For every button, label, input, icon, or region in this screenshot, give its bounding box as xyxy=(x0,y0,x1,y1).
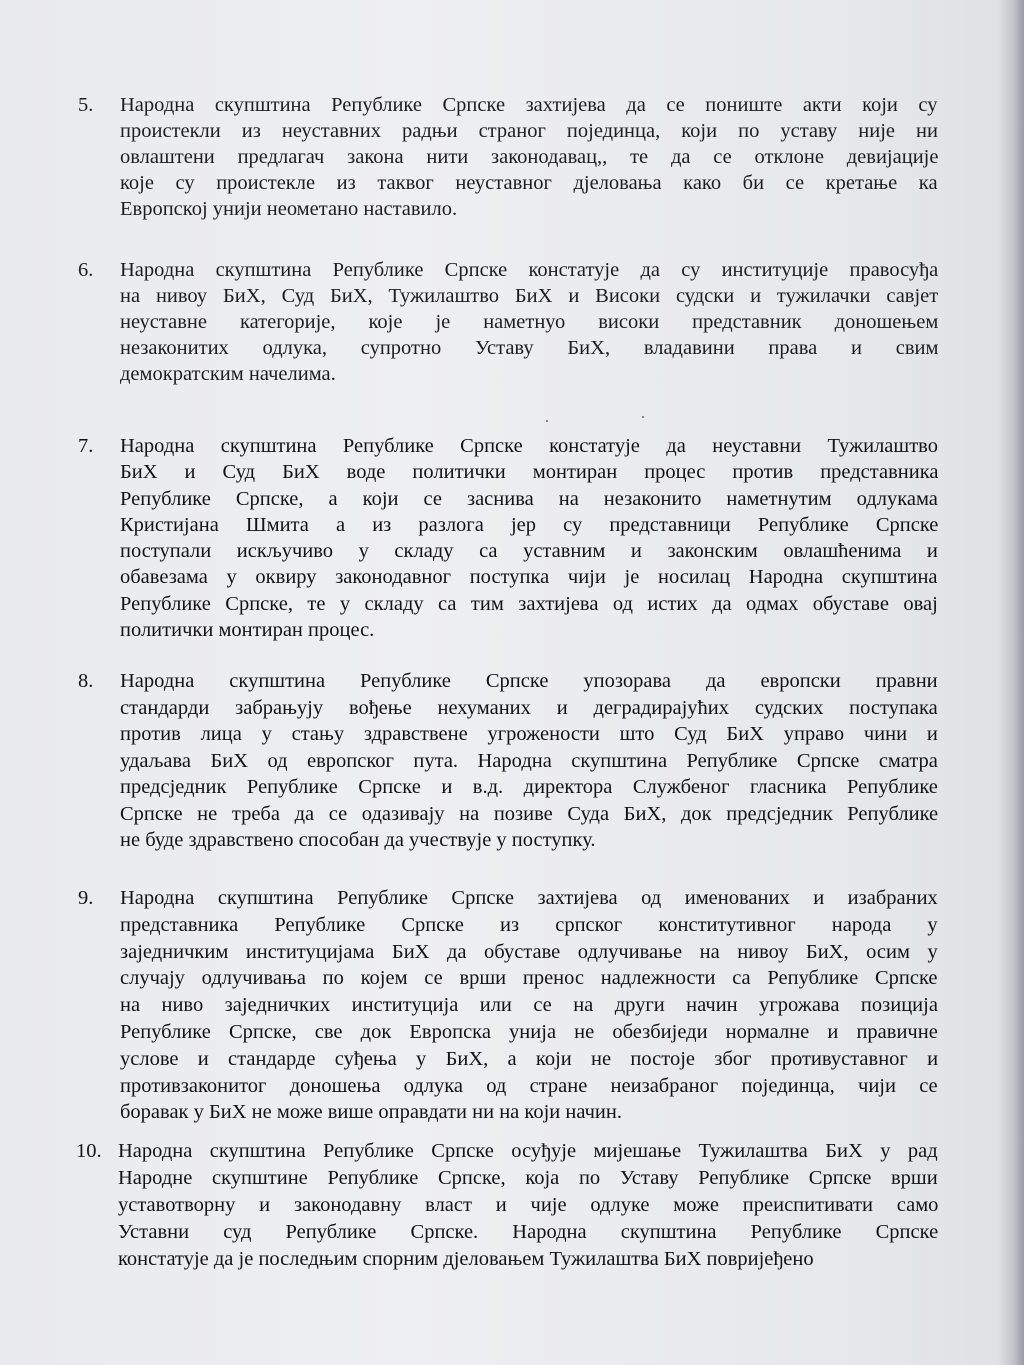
paragraph-8 xyxy=(78,668,938,854)
text-line: стандарди забрањују вођење нехуманих и деградирајућих судских поступака xyxy=(120,696,938,719)
paragraph-number: 10. xyxy=(76,1140,102,1162)
paragraph-number: 8. xyxy=(78,670,94,692)
text-line: Народна скупштина Републике Српске захтијева да се пониште акти који су xyxy=(120,94,938,116)
text-line: услове и стандарде суђења у БиХ, а који не постоје због противуставног и xyxy=(120,1047,938,1070)
text-line: представника Републике Српске из српског конститутивног народа у xyxy=(120,913,938,936)
paragraph-5 xyxy=(78,92,938,222)
paragraph-text xyxy=(120,92,938,222)
paragraph-text xyxy=(120,885,938,1126)
text-line: незаконитих одлука, супротно Уставу БиХ, владавини права и свим xyxy=(120,337,938,359)
text-line: случају одлучивања по којем се врши пренос надлежности са Републике Српске xyxy=(120,967,938,990)
text-line: Народна скупштина Републике Српске констатује да неуставни Тужилаштво xyxy=(120,435,938,457)
paragraph-9 xyxy=(78,885,938,1126)
text-line: уставотворну и законодавну власт и чије одлуке може преиспитивати само xyxy=(118,1194,938,1216)
text-line: заједничким институцијама БиХ да обуставе одлучивање на нивоу БиХ, осим у xyxy=(120,940,938,963)
paragraph-number: 9. xyxy=(78,887,94,909)
text-line: на ниво заједничких институција или се на други начин угрожава позиција xyxy=(120,994,938,1017)
text-line: БиХ и Суд БиХ воде политички монтиран процес против представника xyxy=(120,461,938,484)
text-line: констатује да је последњим спорним дјеловањем Тужилаштва БиХ повријеђено xyxy=(118,1248,814,1270)
page-shadow-edge xyxy=(998,0,1024,1365)
text-line: поступали искључиво у складу са уставним и законским овлашћенима и xyxy=(120,540,938,563)
text-line: противзаконитог доношења одлука од стране неизабраног појединца, чији се xyxy=(120,1074,938,1097)
paragraph-7 xyxy=(78,433,938,643)
text-line: које су проистекле из таквог неуставног дјеловања како би се кретање ка xyxy=(120,172,938,194)
paragraph-text xyxy=(120,433,938,643)
paper-speck xyxy=(546,420,548,422)
text-line: Републике Српске, све док Европска унија не обезбиједи нормалне и правичне xyxy=(120,1020,938,1043)
paragraph-text xyxy=(118,1138,938,1273)
text-line: Народна скупштина Републике Српске упозорава да европски правни xyxy=(120,670,938,692)
text-line: Републике Српске, а који се заснива на незаконито наметнутим одлукама xyxy=(120,487,938,510)
paragraph-text xyxy=(120,257,938,387)
paragraph-text xyxy=(120,668,938,854)
paragraph-number: 6. xyxy=(78,259,94,281)
paper-speck xyxy=(642,416,644,418)
text-line: боравак у БиХ не може више оправдати ни на који начин. xyxy=(120,1101,622,1124)
text-line: удаљава БиХ од европског пута. Народна скупштина Републике Српске сматра xyxy=(120,749,938,772)
text-line: обавезама у оквиру законодавног поступка чији је носилац Народна скупштина xyxy=(120,566,938,589)
paragraph-number: 7. xyxy=(78,435,94,457)
text-line: Уставни суд Републике Српске. Народна скупштина Републике Српске xyxy=(118,1221,938,1243)
text-line: овлаштени предлагач закона нити законодавац,, те да се отклоне девијације xyxy=(120,146,938,168)
text-line: Народна скупштина Републике Српске захтијева од именованих и изабраних xyxy=(120,887,938,909)
text-line: Кристијана Шмита а из разлога јер су представници Републике Српске xyxy=(120,513,938,536)
text-line: политички монтиран процес. xyxy=(120,619,375,642)
text-line: на нивоу БиХ, Суд БиХ, Тужилаштво БиХ и Високи судски и тужилачки савјет xyxy=(120,285,938,307)
text-line: против лица у стању здравствене угрожености што Суд БиХ управо чини и xyxy=(120,723,938,745)
text-line: Народна скупштина Републике Српске констатује да су институције правосуђа xyxy=(120,259,938,281)
text-line: проистекли из неуставних радњи страног појединца, који по уставу није ни xyxy=(120,120,938,142)
text-line: Европској унији неометано наставило. xyxy=(120,198,458,220)
text-line: не буде здравствено способан да учествује у поступку. xyxy=(120,829,596,851)
text-line: предсједник Републике Српске и в.д. директора Службеног гласника Републике xyxy=(120,776,938,798)
paragraph-6 xyxy=(78,257,938,387)
text-line: Српске не треба да се одазивају на позиве Суда БиХ, док предсједник Републике xyxy=(120,802,938,825)
paragraph-number: 5. xyxy=(78,94,94,116)
text-line: Народна скупштина Републике Српске осуђује мијешање Тужилаштва БиХ у рад xyxy=(118,1140,938,1162)
paragraph-10 xyxy=(76,1138,938,1273)
text-line: демократским начелима. xyxy=(120,363,336,385)
text-line: Народне скупштине Републике Српске, која по Уставу Републике Српске врши xyxy=(118,1167,938,1189)
text-line: Републике Српске, те у складу са тим захтијева од истих да одмах обуставе овај xyxy=(120,592,938,615)
text-line: неуставне категорије, које је наметнуо високи представник доношењем xyxy=(120,311,938,333)
